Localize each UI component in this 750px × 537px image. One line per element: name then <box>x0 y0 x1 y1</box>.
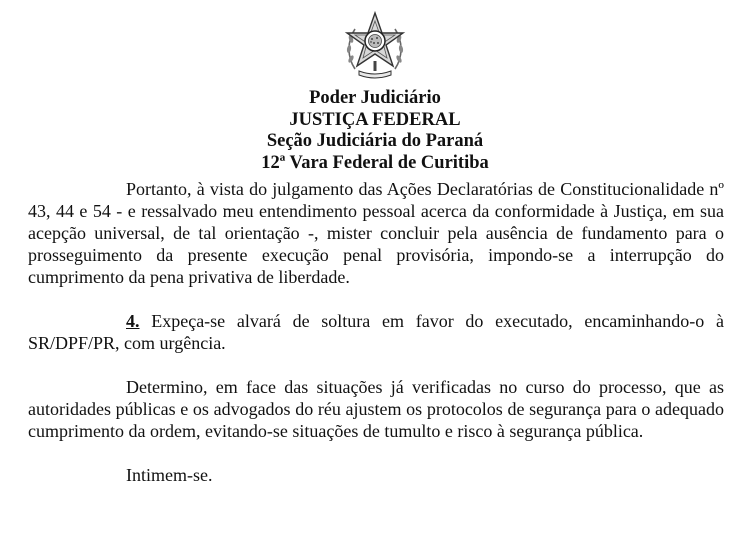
header-line-judicial-section: Seção Judiciária do Paraná <box>266 131 484 151</box>
paragraph-security-protocols: Determino, em face das situações já verificadas no curso do processo, que as autoridades públicas e os advogados do réu ajustem os protocolos de segurança para o adequado cumprimento da ordem, evitando-se situações de tumulto e risco à segurança pública. <box>28 377 724 441</box>
paragraph-conclusion: Portanto, à vista do julgamento das Ações Declaratórias de Constitucionalidade nº 43, 44 e 54 - e ressalvado meu entendimento pessoal acerca da conformidade à Justiça, em sua acepção universal, de tal orientação -, mister concluir pela ausência de fundamento para o prosseguimento da presente execução penal provisória, impondo-se a interrupção do cumprimento da pena privativa de liberdade. <box>28 179 724 287</box>
decision-body <box>28 178 724 486</box>
paragraph-closing: Intimem-se. <box>126 465 213 485</box>
header-line-judiciary: Poder Judiciário <box>309 88 441 108</box>
header-line-court: 12ª Vara Federal de Curitiba <box>261 152 489 173</box>
paragraph-number: 4. <box>126 311 140 331</box>
paragraph-release-order-text: Expeça-se alvará de soltura em favor do executado, encaminhando-o à SR/DPF/PR, com urgência. <box>28 311 724 353</box>
brasil-republic-coat-of-arms-icon <box>341 11 409 81</box>
paragraph-release-order <box>28 310 724 354</box>
header-line-federal-justice: JUSTIÇA FEDERAL <box>289 109 461 130</box>
court-header <box>0 88 750 174</box>
